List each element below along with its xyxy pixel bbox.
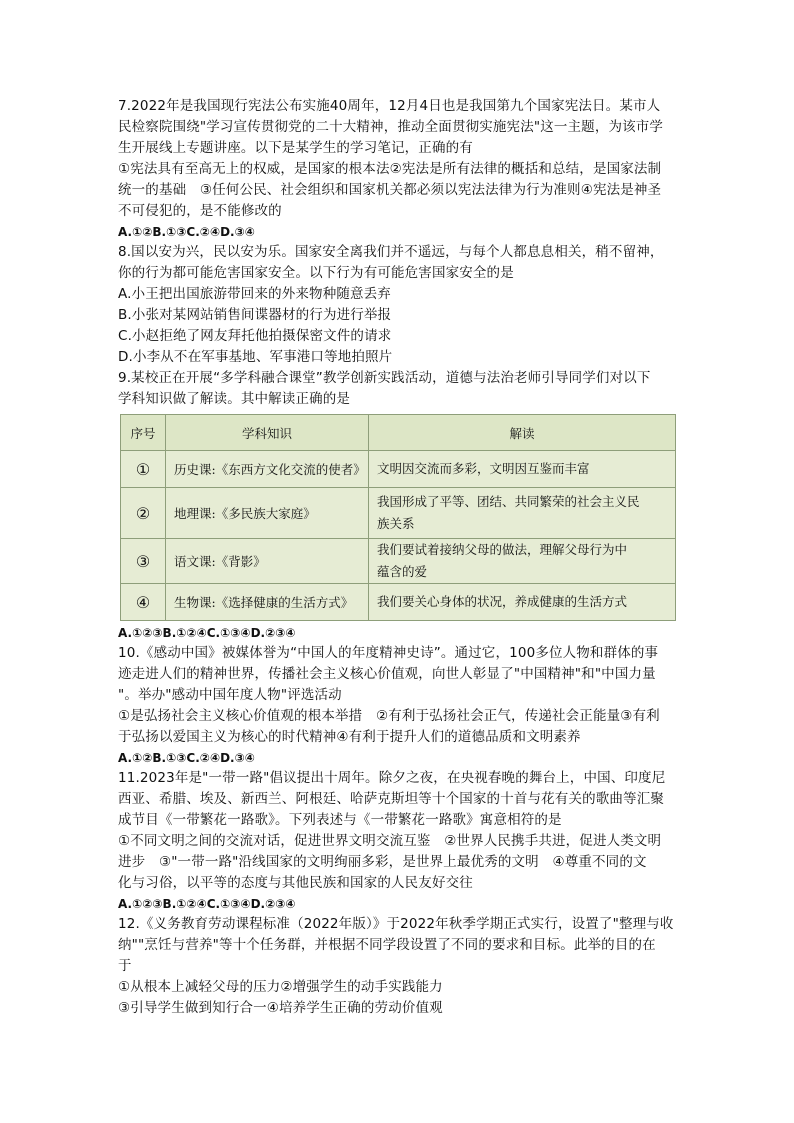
column-header-number: 序号 xyxy=(121,415,166,451)
statement-line: 不可侵犯的，是不能修改的 xyxy=(118,203,282,219)
row-interpretation xyxy=(369,539,676,584)
question-11 xyxy=(118,768,688,914)
statement-line: ①从根本上减轻父母的压力②增强学生的动手实践能力 xyxy=(118,979,443,995)
interpretation-line: 我们要关心身体的状况，养成健康的生活方式 xyxy=(377,594,628,609)
question-stem-line: 7.2022年是我国现行宪法公布实施40周年，12月4日也是我国第九个国家宪法日。某市人 xyxy=(118,98,661,114)
choice-c: C.小赵拒绝了网友拜托他拍摄保密文件的请求 xyxy=(118,328,392,344)
row-number: ③ xyxy=(121,539,166,584)
answer-options: A.①②③B.①②④C.①③④D.②③④ xyxy=(118,897,296,911)
row-subject: 语文课:《背影》 xyxy=(166,539,369,584)
question-stem-line: 你的行为都可能危害国家安全。以下行为有可能危害国家安全的是 xyxy=(118,265,514,281)
statement-line: 进步 ③"一带一路"沿线国家的文明绚丽多彩，是世界上最优秀的文明 ④尊重不同的文 xyxy=(118,854,647,870)
statement-line: ①不同文明之间的交流对话，促进世界文明交流互鉴 ②世界人民携手共进，促进人类文明 xyxy=(118,833,662,849)
interpretation-line: 族关系 xyxy=(377,516,415,531)
row-interpretation xyxy=(369,584,676,621)
question-7 xyxy=(118,96,688,242)
question-stem-line: "。举办"感动中国年度人物"评选活动 xyxy=(118,687,342,703)
column-header-interpretation: 解读 xyxy=(369,415,676,451)
row-interpretation xyxy=(369,488,676,539)
question-8 xyxy=(118,242,688,368)
column-header-subject: 学科知识 xyxy=(166,415,369,451)
choice-b: B.小张对某网站销售间谍器材的行为进行举报 xyxy=(118,307,392,323)
interpretation-line: 我国形成了平等、团结、共同繁荣的社会主义民 xyxy=(377,494,640,509)
choice-d: D.小李从不在军事基地、军事港口等地拍照片 xyxy=(118,349,393,365)
table-row xyxy=(121,451,676,488)
row-subject: 地理课:《多民族大家庭》 xyxy=(166,488,369,539)
question-stem-line: 成节目《一带繁花一路歌》。下列表述与《一带繁花一路歌》寓意相符的是 xyxy=(118,812,562,828)
question-stem-line: 8.国以安为兴，民以安为乐。国家安全离我们并不遥远，与每个人都息息相关，稍不留神， xyxy=(118,244,664,260)
statement-line: ①宪法具有至高无上的权威，是国家的根本法②宪法是所有法律的概括和总结，是国家法制 xyxy=(118,161,662,177)
question-stem-line: 10.《感动中国》被媒体誉为“中国人的年度精神史诗”。通过它，100多位人物和群体的事 xyxy=(118,645,659,661)
question-10 xyxy=(118,643,688,768)
question-stem-line: 12.《义务教育劳动课程标准（2022年版）》于2022年秋季学期正式实行，设置了"整理与收 xyxy=(118,916,674,932)
question-stem-line: 纳""烹饪与营养"等十个任务群，并根据不同学段设置了不同的要求和目标。此举的目的在 xyxy=(118,937,656,953)
exam-page xyxy=(118,96,688,1019)
question-12 xyxy=(118,914,688,1019)
row-number: ② xyxy=(121,488,166,539)
table-row xyxy=(121,488,676,539)
answer-options: A.①②B.①③C.②④D.③④ xyxy=(118,225,255,239)
question-stem-line: 11.2023年是"一带一路"倡议提出十周年。除夕之夜，在央视春晚的舞台上，中国、印度尼 xyxy=(118,770,666,786)
question-stem-line: 西亚、希腊、埃及、新西兰、阿根廷、哈萨克斯坦等十个国家的十首与花有关的歌曲等汇聚 xyxy=(118,791,664,807)
row-subject: 历史课:《东西方文化交流的使者》 xyxy=(166,451,369,488)
row-number: ④ xyxy=(121,584,166,621)
question-stem-line: 迹走进人们的精神世界，传播社会主义核心价值观，向世人彰显了"中国精神"和"中国力量 xyxy=(118,666,656,682)
statement-line: ①是弘扬社会主义核心价值观的根本举措 ②有利于弘扬社会正气，传递社会正能量③有利 xyxy=(118,708,660,724)
subject-knowledge-table xyxy=(120,414,676,621)
table-row xyxy=(121,584,676,621)
interpretation-line: 我们要试着接纳父母的做法，理解父母行为中 xyxy=(377,542,628,557)
row-interpretation xyxy=(369,451,676,488)
question-9 xyxy=(118,368,688,643)
statement-line: ③引导学生做到知行合一④培养学生正确的劳动价值观 xyxy=(118,1000,443,1016)
table-row xyxy=(121,539,676,584)
question-stem-line: 9.某校正在开展“多学科融合课堂”教学创新实践活动，道德与法治老师引导同学们对以下 xyxy=(118,370,651,386)
row-number: ① xyxy=(121,451,166,488)
statement-line: 于弘扬以爱国主义为核心的时代精神④有利于提升人们的道德品质和文明素养 xyxy=(118,729,581,745)
interpretation-line: 蕴含的爱 xyxy=(377,564,428,579)
answer-options: A.①②③B.①②④C.①③④D.②③④ xyxy=(118,626,296,640)
question-stem-line: 生开展线上专题讲座。以下是某学生的学习笔记，正确的有 xyxy=(118,140,473,156)
question-stem-line: 民检察院围绕"学习宣传贯彻党的二十大精神，推动全面贯彻实施宪法"这一主题，为该市学 xyxy=(118,119,664,135)
statement-line: 统一的基础 ③任何公民、社会组织和国家机关都必须以宪法法律为行为准则④宪法是神圣 xyxy=(118,182,662,198)
choice-a: A.小王把出国旅游带回来的外来物种随意丢弃 xyxy=(118,286,391,302)
question-stem-line: 学科知识做了解读。其中解读正确的是 xyxy=(118,391,351,407)
question-stem-line: 于 xyxy=(118,958,132,974)
table-header-row xyxy=(121,415,676,451)
row-subject: 生物课:《选择健康的生活方式》 xyxy=(166,584,369,621)
statement-line: 化与习俗，以平等的态度与其他民族和国家的人民友好交往 xyxy=(118,875,473,891)
answer-options: A.①②B.①③C.②④D.③④ xyxy=(118,751,255,765)
interpretation-line: 文明因交流而多彩，文明因互鉴而丰富 xyxy=(377,461,590,476)
